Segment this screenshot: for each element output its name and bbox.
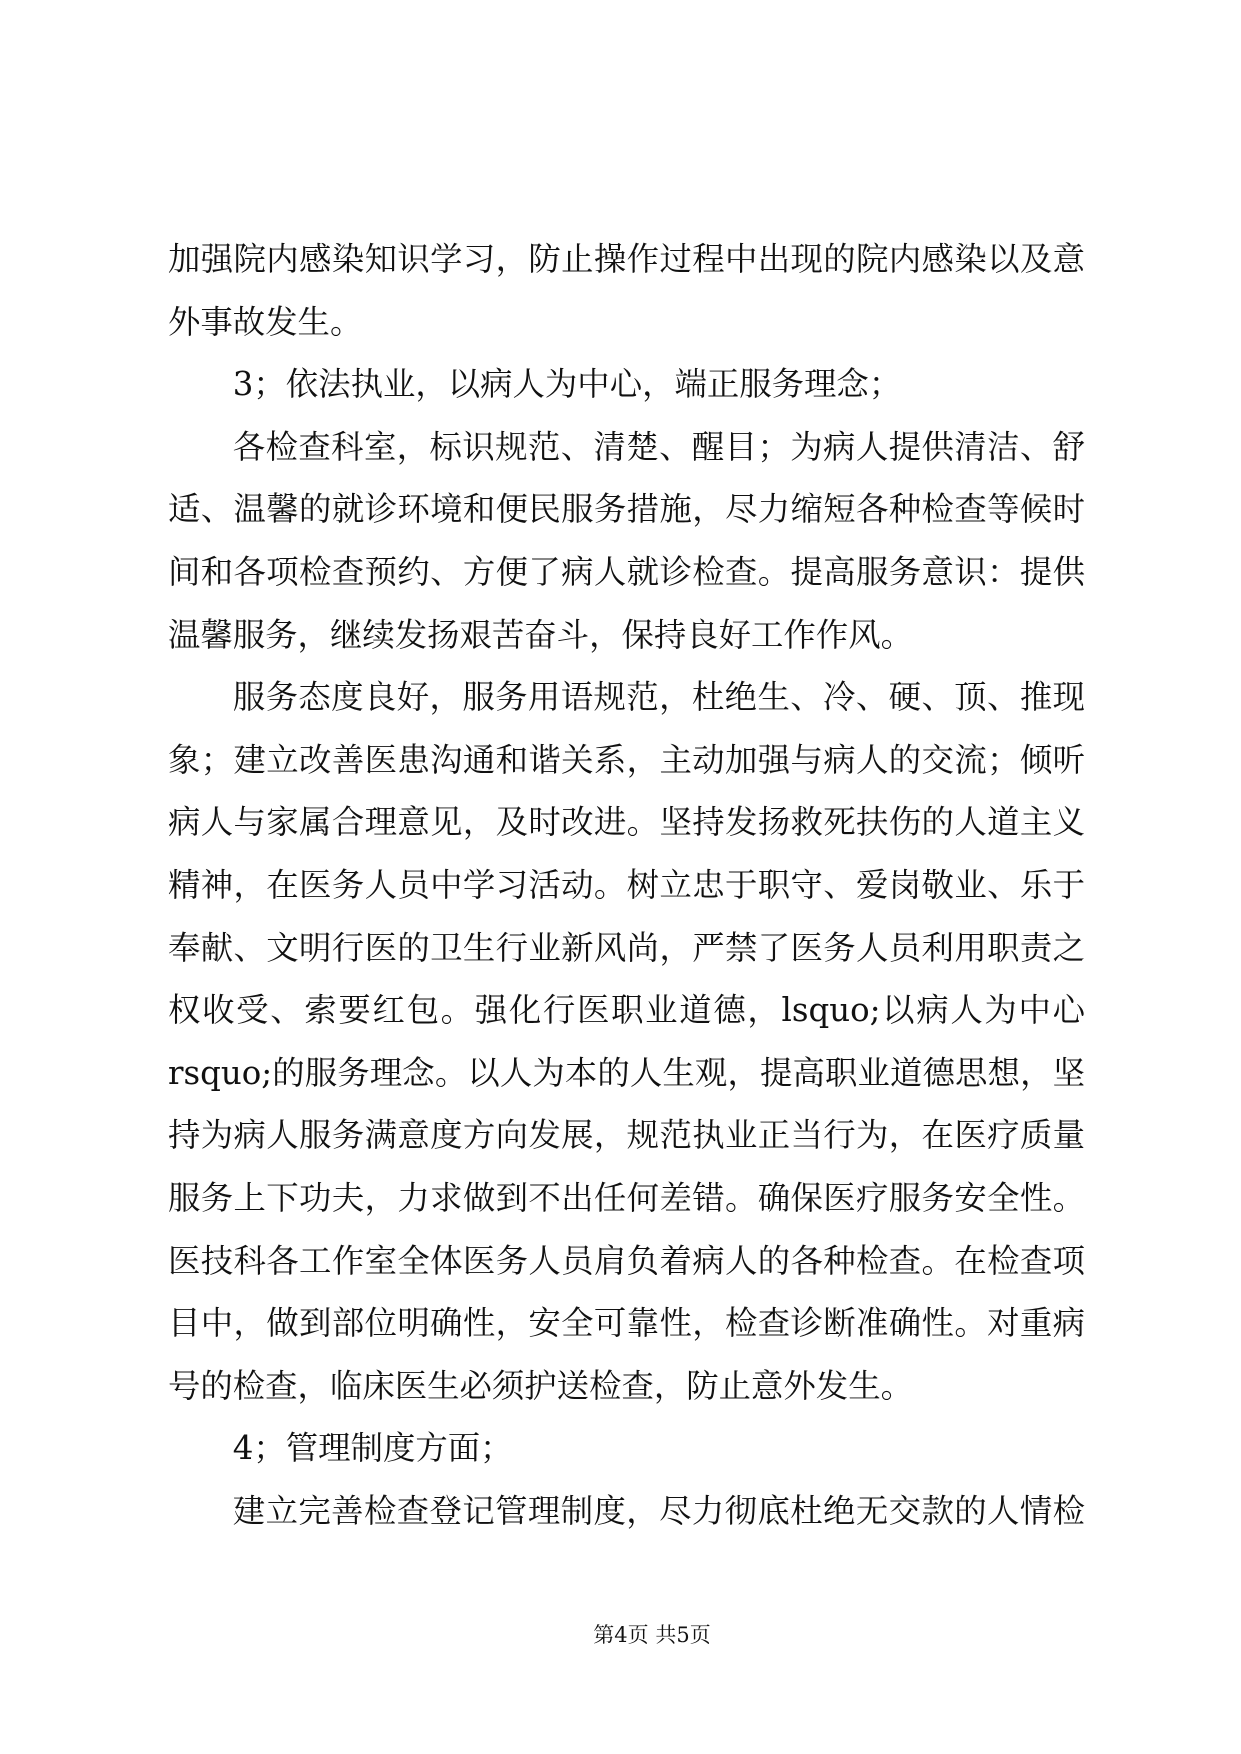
body-text xyxy=(168,228,1085,1542)
text-line: 4；管理制度方面； xyxy=(232,1429,513,1468)
paragraph-management-system xyxy=(168,1480,1085,1543)
text-line: 加强院内感染知识学习，防止操作过程中出现的院内感染以及意 xyxy=(168,240,1085,278)
text-line: 持为病人服务满意度方向发展，规范执业正当行为，在医疗质量 xyxy=(168,1116,1085,1155)
paragraph-infection-control-continued xyxy=(168,228,1085,353)
text-line: 精神，在医务人员中学习活动。树立忠于职守、爱岗敬业、乐于 xyxy=(168,865,1085,904)
text-line: 奉献、文明行医的卫生行业新风尚，严禁了医务人员利用职责之 xyxy=(168,928,1085,967)
paragraph-department-environment xyxy=(168,416,1085,666)
text-line: rsquo;的服务理念。以人为本的人生观，提高职业道德思想，坚 xyxy=(168,1053,1085,1092)
page-footer xyxy=(552,1621,752,1649)
text-line: 间和各项检查预约、方便了病人就诊检查。提高服务意识：提供 xyxy=(168,552,1085,591)
text-line: 病人与家属合理意见，及时改进。坚持发扬救死扶伤的人道主义 xyxy=(168,803,1085,842)
text-line: 目中，做到部位明确性，安全可靠性，检查诊断准确性。对重病 xyxy=(168,1304,1085,1343)
text-line: 服务上下功夫，力求做到不出任何差错。确保医疗服务安全性。 xyxy=(168,1178,1085,1217)
text-line: 温馨服务，继续发扬艰苦奋斗，保持良好工作作风。 xyxy=(168,615,913,654)
text-line: 象；建立改善医患沟通和谐关系，主动加强与病人的交流；倾听 xyxy=(168,740,1085,779)
text-line: 服务态度良好，服务用语规范，杜绝生、冷、硬、顶、推现 xyxy=(232,678,1085,717)
text-line: 权收受、索要红包。强化行医职业道德，lsquo;以病人为中心 xyxy=(168,991,1085,1030)
text-line: 外事故发生。 xyxy=(168,302,363,341)
text-line: 各检查科室，标识规范、清楚、醒目；为病人提供清洁、舒 xyxy=(232,427,1085,466)
text-line: 建立完善检查登记管理制度，尽力彻底杜绝无交款的人情检 xyxy=(232,1491,1085,1530)
text-line: 号的检查，临床医生必须护送检查，防止意外发生。 xyxy=(168,1366,913,1405)
page-number: 第4页 共5页 xyxy=(593,1623,711,1647)
section-heading-3 xyxy=(168,353,1085,416)
text-line: 医技科各工作室全体医务人员肩负着病人的各种检查。在检查项 xyxy=(168,1241,1085,1280)
text-line: 3；依法执业，以病人为中心，端正服务理念； xyxy=(232,365,902,404)
section-heading-4 xyxy=(168,1417,1085,1480)
text-line: 适、温馨的就诊环境和便民服务措施，尽力缩短各种检查等候时 xyxy=(168,490,1085,529)
paragraph-service-attitude xyxy=(168,666,1085,1417)
